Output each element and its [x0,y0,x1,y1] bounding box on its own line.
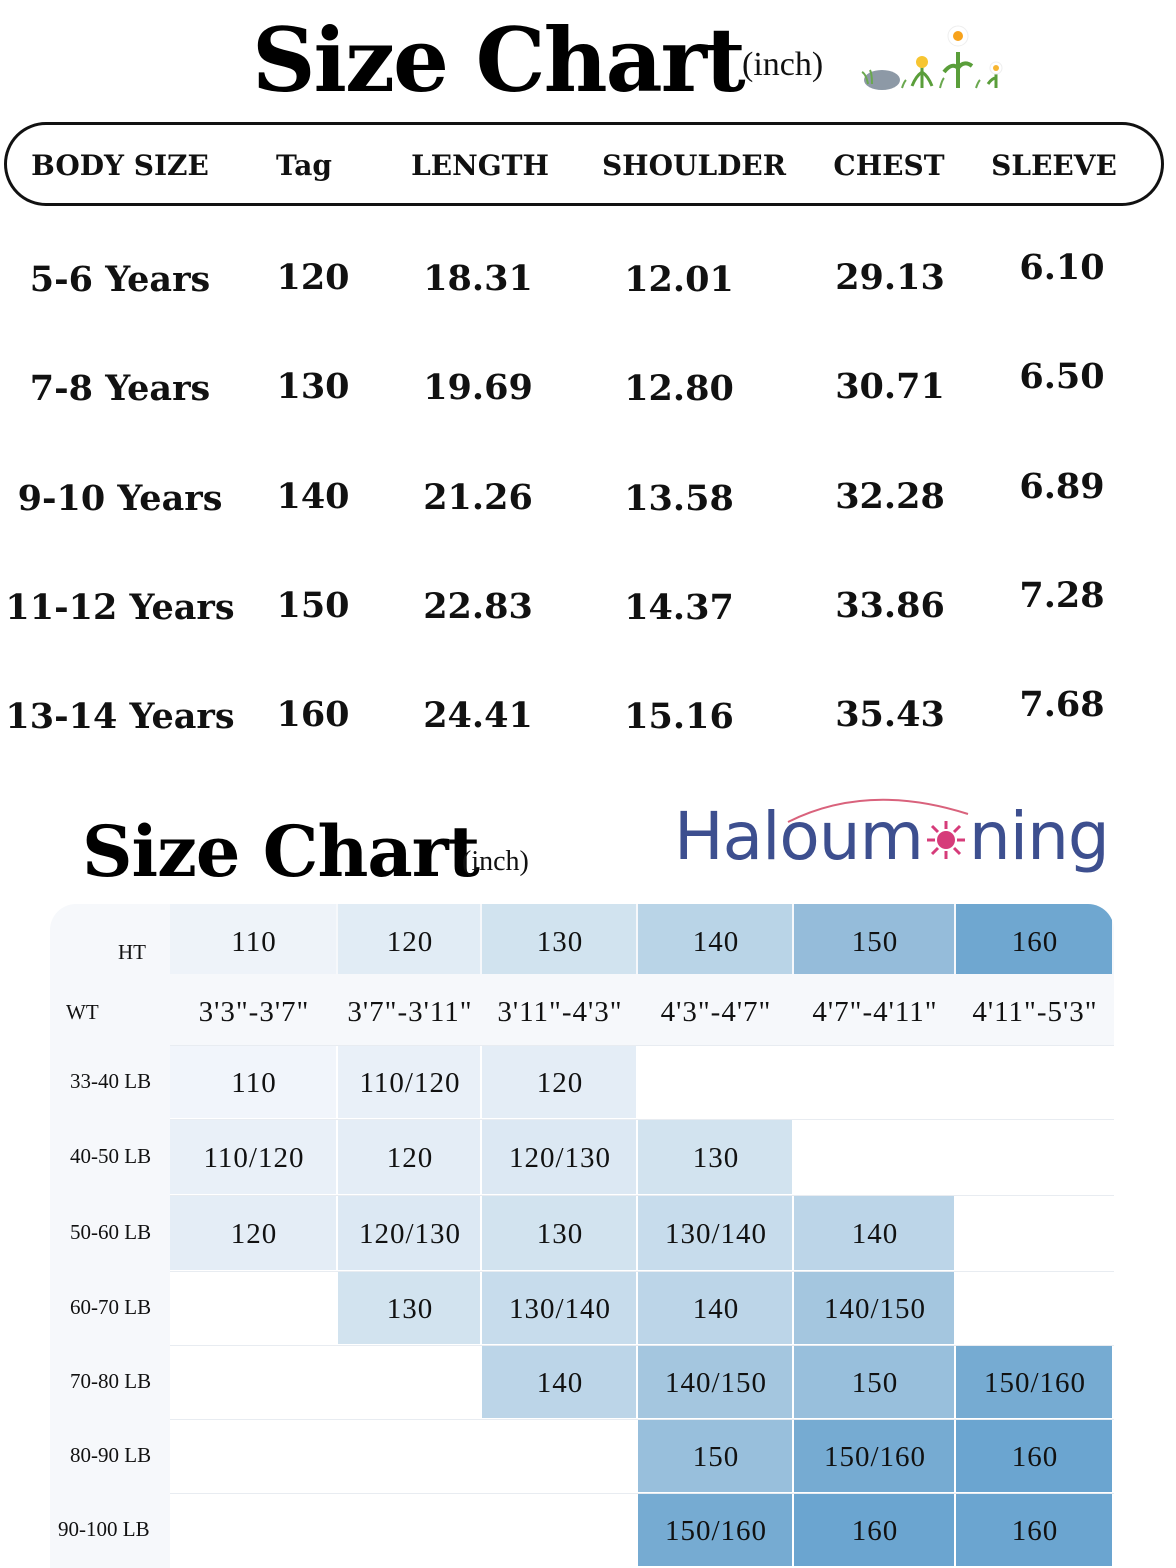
height-range: 4'7"-4'11" [812,996,938,1028]
weight-label: 70-80 LB [70,1369,152,1393]
ht-value: 160 [1011,926,1059,958]
sleeve-cell: 7.68 [1019,684,1105,725]
size-value: 120 [386,1142,434,1174]
shoulder-cell: 14.37 [624,587,734,628]
size-value: 150 [851,1367,899,1399]
weight-label: 40-50 LB [70,1144,152,1168]
body-size-cell: 11-12 Years [5,587,235,628]
size-value: 110/120 [203,1142,305,1174]
sleeve-cell: 6.50 [1019,356,1105,397]
size-value: 120/130 [508,1142,612,1174]
length-cell: 19.69 [423,367,533,408]
body-size-cell: 7-8 Years [29,368,211,409]
weight-label: 90-100 LB [58,1517,150,1541]
tag-cell: 120 [276,257,350,298]
height-range: 3'11"-4'3" [497,996,623,1028]
ht-value: 130 [536,926,584,958]
shoulder-cell: 12.80 [624,368,734,409]
size-value: 120/130 [358,1218,462,1250]
size-value: 130 [536,1218,584,1250]
ht-value: 110 [231,926,277,958]
chest-cell: 35.43 [835,694,945,735]
size-value: 150/160 [664,1515,768,1547]
flowers-decoration-icon [856,22,1016,96]
ht-value: 150 [851,926,899,958]
tag-cell: 130 [276,366,350,407]
tag-cell: 160 [276,694,350,735]
body-size-cell: 13-14 Years [5,696,235,737]
height-range: 3'7"-3'11" [347,996,473,1028]
height-range: 3'3"-3'7" [198,996,310,1028]
size-value: 140/150 [823,1293,927,1325]
size-value: 140 [536,1367,584,1399]
tag-cell: 140 [276,476,350,517]
height-range: 4'3"-4'7" [660,996,772,1028]
length-cell: 22.83 [423,586,533,627]
logo-text-start: Haloum [674,798,923,875]
sun-icon [923,821,969,861]
section-unit-label: (inch) [462,846,529,877]
sleeve-cell: 7.28 [1019,575,1105,616]
header-sleeve: SLEEVE [991,149,1117,182]
size-value: 150/160 [823,1441,927,1473]
size-value: 130 [386,1293,434,1325]
weight-label: 33-40 LB [70,1069,152,1093]
size-value: 160 [1011,1515,1059,1547]
header-chest: CHEST [833,149,945,182]
size-value: 140 [692,1293,740,1325]
length-cell: 21.26 [423,477,533,518]
size-value: 130/140 [508,1293,612,1325]
body-size-cell: 5-6 Years [29,259,211,300]
header-shoulder: SHOULDER [601,149,787,182]
length-cell: 24.41 [423,695,533,736]
wt-label: WT [66,1000,99,1024]
shoulder-cell: 12.01 [624,259,734,300]
size-value: 120 [230,1218,278,1250]
size-value: 140 [851,1218,899,1250]
size-value: 140/150 [664,1367,768,1399]
header-tag: Tag [276,149,332,182]
size-value: 150 [692,1441,740,1473]
tag-cell: 150 [276,585,350,626]
section-title: Size Chart [82,810,479,893]
chest-cell: 32.28 [835,476,945,517]
size-value: 160 [851,1515,899,1547]
weight-label: 50-60 LB [70,1220,152,1244]
body-size-cell: 9-10 Years [17,478,223,519]
sleeve-cell: 6.10 [1019,247,1105,288]
shoulder-cell: 15.16 [624,696,734,737]
header-length: LENGTH [411,149,549,182]
size-value: 150/160 [983,1367,1087,1399]
size-value: 160 [1011,1441,1059,1473]
length-cell: 18.31 [423,258,533,299]
header-body-size: BODY SIZE [31,149,209,182]
ht-value: 120 [386,926,434,958]
size-value: 110/120 [359,1067,461,1099]
unit-label: (inch) [742,46,824,83]
size-value: 110 [231,1067,277,1099]
shoulder-cell: 13.58 [624,478,734,519]
size-value: 130 [692,1142,740,1174]
ht-value: 140 [692,926,740,958]
weight-label: 80-90 LB [70,1443,152,1467]
size-value: 130/140 [664,1218,768,1250]
size-value: 120 [536,1067,584,1099]
page-title: Size Chart [252,8,744,112]
chest-cell: 33.86 [835,585,945,626]
sleeve-cell: 6.89 [1019,466,1105,507]
height-range: 4'11"-5'3" [972,996,1098,1028]
logo-text-end: ning [968,798,1109,875]
size-grid [50,904,1114,1568]
chest-cell: 30.71 [835,366,945,407]
chest-cell: 29.13 [835,257,945,298]
ht-label: HT [118,940,146,964]
weight-label: 60-70 LB [70,1295,152,1319]
